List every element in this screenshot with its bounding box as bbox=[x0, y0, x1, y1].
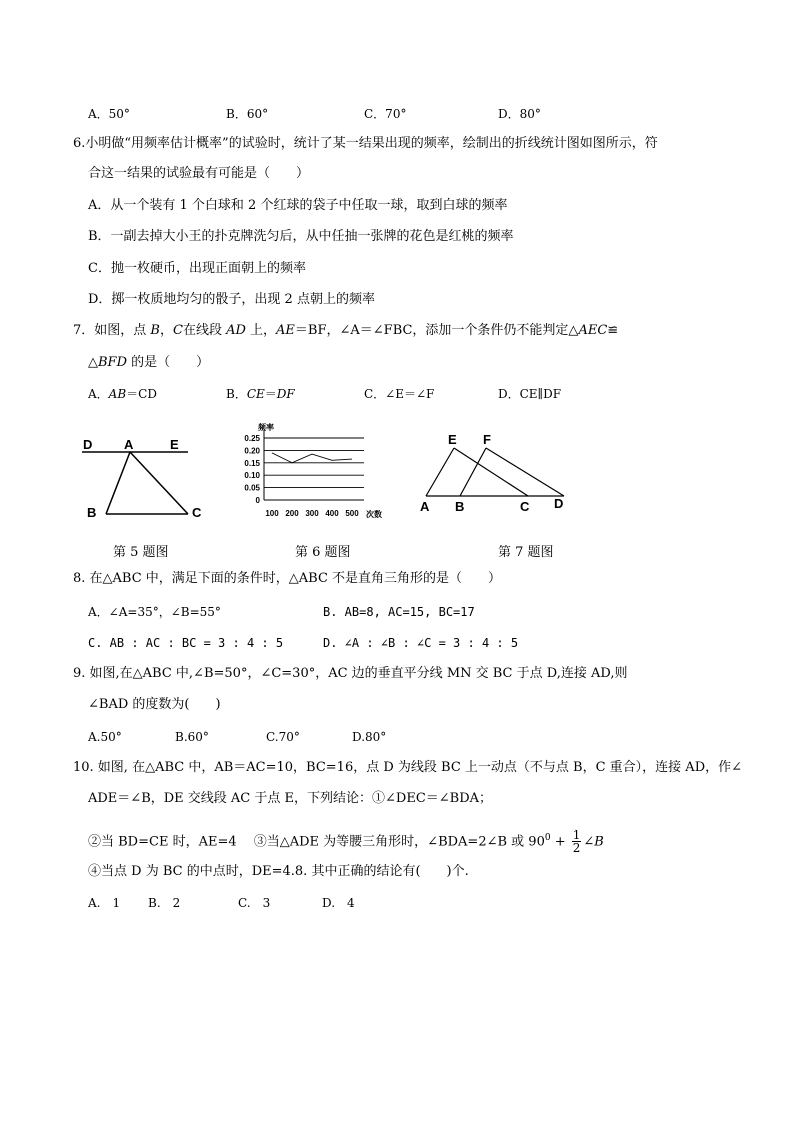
q6-option-d: D．掷一枚质地均匀的骰子，出现 2 点朝上的频率 bbox=[88, 292, 375, 307]
fig6-xtick-label: 500 bbox=[345, 509, 359, 518]
q5-option-a: A．50° bbox=[88, 107, 130, 121]
fig6-xtick-label: 300 bbox=[305, 509, 319, 518]
q8-option-d: D. ∠A : ∠B : ∠C = 3 : 4 : 5 bbox=[323, 636, 519, 650]
fig5-label-c: C bbox=[192, 505, 202, 520]
q6-option-c: C．抛一枚硬币，出现正面朝上的频率 bbox=[88, 261, 306, 276]
q9-stem-line1: 9. 如图,在△ABC 中,∠B=50°，∠C=30°，AC 边的垂直平分线 MN 交 BC 于点 D,连接 AD,则 bbox=[73, 666, 628, 681]
fig7-label-d: D bbox=[554, 496, 564, 511]
q9-stem-line2: ∠BAD 的度数为( ) bbox=[88, 697, 221, 712]
figure-7 bbox=[416, 428, 576, 518]
q7-option-b: B．CE＝DF bbox=[226, 387, 295, 401]
q7-stem-line1: 7．如图，点 B，C在线段 AD 上，AE＝BF，∠A＝∠FBC，添加一个条件仍不能判定△AEC≌ bbox=[73, 323, 619, 338]
fig6-ytick-label: 0.15 bbox=[244, 458, 260, 468]
fig7-side-ec bbox=[454, 448, 528, 496]
fig7-label-c: C bbox=[520, 499, 530, 514]
q10-option-b: B. 2 bbox=[148, 896, 181, 910]
q10-option-a: A. 1 bbox=[88, 896, 121, 910]
fig5-label-d: D bbox=[83, 437, 93, 452]
fig6-ytick-label: 0.25 bbox=[244, 434, 260, 443]
fig5-side-ab bbox=[106, 452, 130, 514]
q5-option-d: D．80° bbox=[498, 107, 541, 121]
fig6-xtick-label: 200 bbox=[285, 509, 299, 518]
figure-5 bbox=[78, 432, 208, 524]
q8-option-c: C. AB : AC : BC = 3 : 4 : 5 bbox=[88, 636, 284, 650]
q9-option-d: D.80° bbox=[352, 730, 387, 744]
fig7-label-b: B bbox=[455, 499, 465, 514]
fig5-caption: 第 5 题图 bbox=[113, 545, 169, 560]
q5-option-c: C．70° bbox=[364, 107, 407, 121]
fig6-y-axis-label: 频率 bbox=[258, 423, 274, 432]
fig7-label-a: A bbox=[420, 499, 430, 514]
fig6-ytick-label: 0.10 bbox=[244, 471, 260, 481]
fig6-x-axis-label: 次数 bbox=[366, 510, 382, 519]
q10-line4: ④当点 D 为 BC 的中点时，DE=4.8. 其中正确的结论有( )个. bbox=[88, 864, 469, 879]
q8-stem: 8. 在△ABC 中，满足下面的条件时，△ABC 不是直角三角形的是（ ） bbox=[73, 571, 502, 586]
fig6-ytick-label: 0.05 bbox=[244, 483, 260, 493]
q6-option-b: B．一副去掉大小王的扑克牌洗匀后，从中任抽一张牌的花色是红桃的频率 bbox=[88, 229, 514, 244]
fig7-label-e: E bbox=[448, 432, 457, 447]
q7-option-d: D．CE∥DF bbox=[498, 387, 562, 401]
q6-stem-line2: 合这一结果的试验最有可能是（ ） bbox=[88, 166, 310, 181]
fig6-xtick-label: 400 bbox=[325, 509, 339, 518]
q6-stem-line1: 6.小明做“用频率估计概率”的试验时，统计了某一结果出现的频率，绘制出的折线统计图如图所示，符 bbox=[73, 136, 658, 151]
q7-option-a: A．AB＝CD bbox=[88, 387, 157, 401]
q10-stem-line2: ADE＝∠B，DE 交线段 AC 于点 E，下列结论：①∠DEC＝∠BDA； bbox=[88, 791, 493, 806]
q5-option-b: B．60° bbox=[226, 107, 269, 121]
q10-option-d: D. 4 bbox=[322, 896, 355, 910]
q7-stem-line2: △BFD 的是（ ） bbox=[88, 355, 210, 370]
q7-option-c: C．∠E＝∠F bbox=[364, 387, 435, 401]
q10-option-c: C. 3 bbox=[238, 896, 271, 910]
q10-fraction: $\frac{1}{2}$ bbox=[572, 828, 581, 856]
q10-line3: ②当 BD=CE 时，AE=4 ③当△ADE 为等腰三角形时，∠BDA=2∠B 或 $90^0$ + $\frac{1}{2}$ ∠B bbox=[88, 828, 604, 856]
figure-6-chart bbox=[232, 420, 394, 524]
q8-option-a: A．∠A=35°，∠B=55° bbox=[88, 605, 221, 619]
q9-option-a: A.50° bbox=[88, 730, 122, 744]
fig5-label-b: B bbox=[87, 505, 97, 520]
fig7-label-f: F bbox=[483, 432, 491, 447]
fig6-caption: 第 6 题图 bbox=[295, 545, 351, 560]
fig7-caption: 第 7 题图 bbox=[498, 545, 554, 560]
fig6-ytick-label: 0.20 bbox=[244, 446, 260, 456]
fig6-xtick-label: 100 bbox=[265, 509, 279, 518]
q9-option-c: C.70° bbox=[266, 730, 300, 744]
fig7-side-ae bbox=[426, 448, 454, 496]
fig5-side-ac bbox=[130, 452, 188, 514]
fig5-label-e: E bbox=[170, 437, 179, 452]
q10-stem-line1: 10. 如图, 在△ABC 中，AB＝AC=10，BC=16，点 D 为线段 BC 上一动点（不与点 B，C 重合），连接 AD，作∠ bbox=[73, 760, 743, 775]
fig6-ytick-label: 0 bbox=[255, 496, 260, 505]
q6-option-a: A．从一个装有 1 个白球和 2 个红球的袋子中任取一球，取到白球的频率 bbox=[88, 198, 508, 213]
fig7-side-fd bbox=[486, 448, 564, 496]
q9-option-b: B.60° bbox=[175, 730, 209, 744]
fig6-frequency-line bbox=[272, 453, 352, 463]
fig7-side-bf bbox=[460, 448, 486, 496]
fig5-label-a: A bbox=[124, 437, 134, 452]
q8-option-b: B. AB=8, AC=15, BC=17 bbox=[323, 605, 475, 619]
